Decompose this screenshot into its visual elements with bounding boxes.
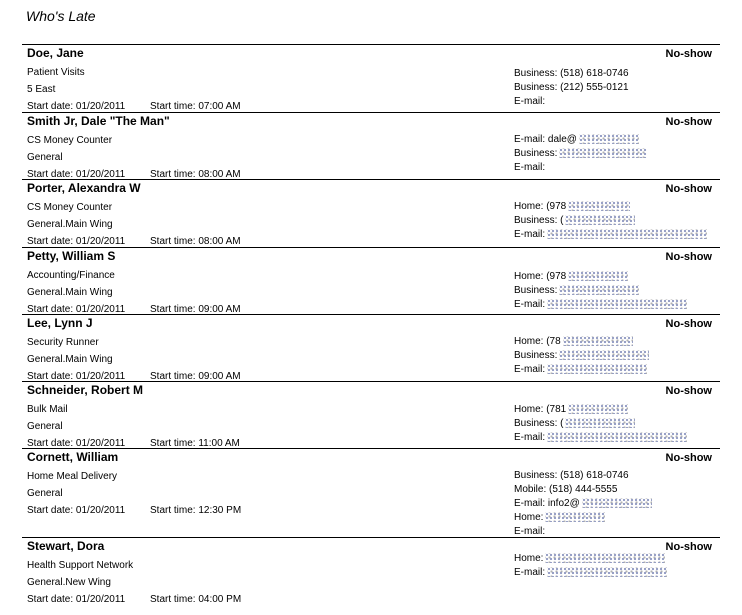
contact-text: Home: [514,553,544,564]
contact-line [514,511,605,525]
contact-text: Mobile: (518) 444-5555 [514,484,618,495]
contact-line [514,200,630,214]
status-label: No-show [665,541,712,553]
start-date: Start date: 01/20/2011 [27,371,126,382]
contact-text: E-mail: [514,96,546,107]
location-label: General [27,152,63,163]
contact-line [514,483,617,497]
start-date: Start date: 01/20/2011 [27,101,126,112]
contact-text: E-mail: [514,432,546,443]
start-time: Start time: 07:00 AM [150,101,241,112]
redaction-mark [559,285,639,295]
redaction-mark [547,299,687,309]
report-record [22,381,720,449]
redaction-mark [559,350,649,360]
contact-text: Business: [514,148,558,159]
contact-line [514,497,652,511]
contact-line [514,431,687,445]
redaction-mark [568,404,628,414]
contact-line [514,469,629,483]
contact-line [514,566,667,580]
start-date: Start date: 01/20/2011 [27,438,126,449]
redaction-mark [563,336,633,346]
report-record [22,537,720,615]
contact-text: E-mail: [514,229,546,240]
report-record [22,314,720,382]
redaction-mark [547,567,667,577]
position-label: Accounting/Finance [27,270,115,281]
contact-text: Home: (781 [514,404,567,415]
status-label: No-show [665,251,712,263]
location-label: General [27,488,63,499]
employee-name: Stewart, Dora [27,539,105,553]
contact-text: E-mail: [514,299,546,310]
start-time: Start time: 08:00 AM [150,236,241,247]
contact-text: Business: (212) 555-0121 [514,82,629,93]
status-label: No-show [665,452,712,464]
contact-line [514,161,545,175]
start-date: Start date: 01/20/2011 [27,304,126,315]
start-time: Start time: 12:30 PM [150,505,242,516]
employee-name: Cornett, William [27,450,119,464]
start-info [27,101,241,112]
redaction-mark [545,553,665,563]
location-label: 5 East [27,84,56,95]
report-record [22,179,720,248]
employee-name: Doe, Jane [27,46,84,60]
start-time: Start time: 04:00 PM [150,594,242,605]
contact-text: Home: [514,512,544,523]
location-label: General.Main Wing [27,354,113,365]
contact-text: E-mail: [514,526,546,537]
redaction-mark [547,229,707,239]
location-label: General.Main Wing [27,219,113,230]
contact-line [514,67,629,81]
position-label: Security Runner [27,337,99,348]
contact-text: Business: (518) 618-0746 [514,68,629,79]
redaction-mark [582,498,652,508]
redaction-mark [547,364,647,374]
report-record [22,247,720,315]
contact-line [514,552,665,566]
position-label: Home Meal Delivery [27,471,118,482]
contact-line [514,133,639,147]
employee-name: Smith Jr, Dale "The Man" [27,114,170,128]
redaction-mark [547,432,687,442]
employee-name: Petty, William S [27,249,116,263]
redaction-mark [565,418,635,428]
start-time: Start time: 11:00 AM [150,438,240,449]
position-label: Bulk Mail [27,404,68,415]
contact-line [514,270,628,284]
start-time: Start time: 09:00 AM [150,304,241,315]
contact-text: E-mail: [514,364,546,375]
start-date: Start date: 01/20/2011 [27,169,126,180]
position-label: CS Money Counter [27,202,113,213]
contact-line [514,298,687,312]
contact-text: Business: (518) 618-0746 [514,470,629,481]
start-date: Start date: 01/20/2011 [27,236,126,247]
contact-line [514,363,647,377]
redaction-mark [545,512,605,522]
status-label: No-show [665,48,712,60]
contact-line [514,349,649,363]
contact-line [514,417,635,431]
contact-line [514,81,629,95]
start-info [27,505,242,516]
redaction-mark [579,134,639,144]
redaction-mark [568,201,630,211]
redaction-mark [565,215,635,225]
contact-line [514,335,633,349]
status-label: No-show [665,116,712,128]
location-label: General.Main Wing [27,287,113,298]
contact-text: Home: (978 [514,271,567,282]
employee-name: Schneider, Robert M [27,383,144,397]
position-label: Patient Visits [27,67,85,78]
contact-text: Business: [514,350,558,361]
location-label: General.New Wing [27,577,111,588]
employee-name: Porter, Alexandra W [27,181,141,195]
report-record [22,448,720,538]
contact-text: Home: (978 [514,201,567,212]
location-label: General [27,421,63,432]
position-label: CS Money Counter [27,135,113,146]
start-date: Start date: 01/20/2011 [27,505,126,516]
contact-line [514,95,545,109]
contact-text: E-mail: [514,162,546,173]
status-label: No-show [665,183,712,195]
status-label: No-show [665,318,712,330]
contact-text: E-mail: [514,567,546,578]
contact-line [514,403,628,417]
status-label: No-show [665,385,712,397]
contact-text: Business: [514,285,558,296]
position-label: Health Support Network [27,560,134,571]
start-info [27,236,241,247]
contact-text: Business: ( [514,215,564,226]
contact-line [514,284,639,298]
redaction-mark [568,271,628,281]
start-time: Start time: 09:00 AM [150,371,241,382]
contact-line [514,214,635,228]
contact-line [514,147,647,161]
contact-text: Business: ( [514,418,564,429]
redaction-mark [559,148,647,158]
report-record [22,112,720,180]
start-date: Start date: 01/20/2011 [27,594,126,605]
report-record [22,44,720,113]
start-time: Start time: 08:00 AM [150,169,241,180]
employee-name: Lee, Lynn J [27,316,93,330]
contact-text: E-mail: info2@ [514,498,580,509]
contact-text: Home: (78 [514,336,561,347]
contact-line [514,228,707,242]
contact-text: E-mail: dale@ [514,134,577,145]
report-title: Who's Late [26,8,96,24]
start-info [27,594,242,605]
